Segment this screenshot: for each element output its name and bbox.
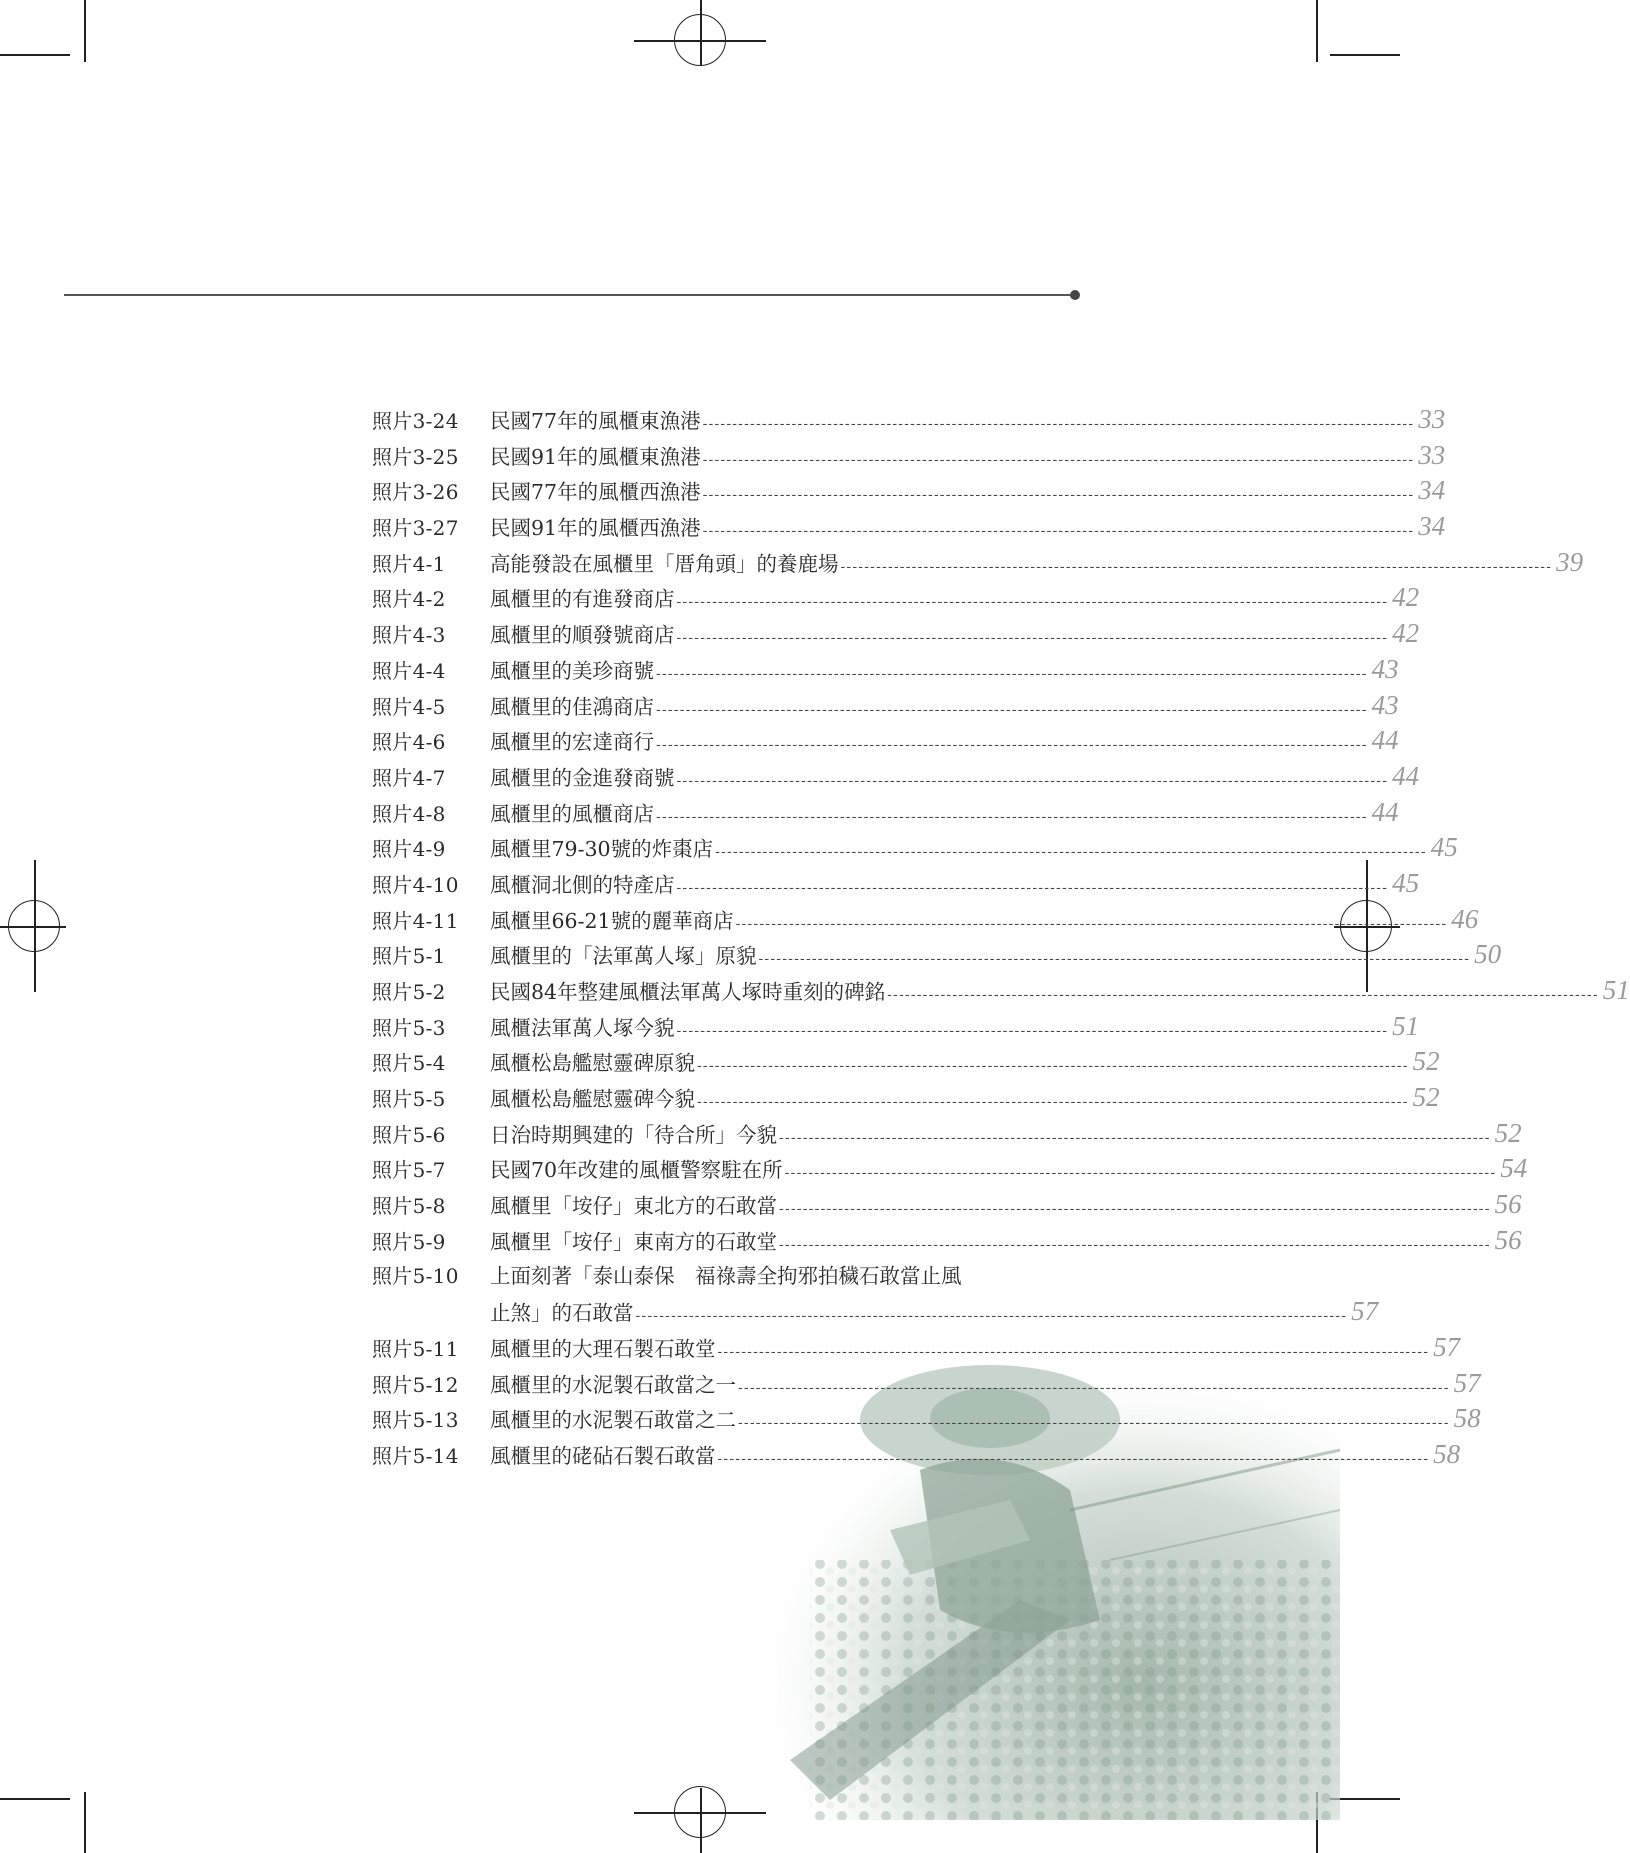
toc-entry [372,1223,1522,1259]
toc-entry [372,1366,1481,1402]
toc-entry [372,937,1502,973]
toc-entry [372,1294,1379,1330]
toc-entry [372,1259,1080,1295]
toc-entry-page: 56 [1494,1224,1522,1255]
toc-entry-page: 45 [1430,832,1458,863]
toc-entry-page: 44 [1371,725,1399,756]
toc-entry-title: 民國70年改建的風櫃警察駐在所 [490,1158,783,1183]
toc-entry [372,1009,1420,1045]
toc-entry-title: 止煞」的石敢當 [490,1301,634,1326]
toc-entry-number: 照片4-2 [372,587,446,612]
toc-entry-page: 51 [1392,1010,1420,1041]
toc-entry-page: 51 [1602,975,1630,1005]
toc-entry [372,438,1446,474]
toc-entry-number: 照片5-2 [372,980,446,1004]
toc-dot-leader: ------------------------------------------------------------------------------------------------------------------------ [779,1201,1491,1218]
toc-entry-title: 風櫃里的順發號商店 [490,623,675,648]
toc-entry-number: 照片3-25 [372,444,459,469]
toc-entry-title: 民國84年整建風櫃法軍萬人塚時重刻的碑銘 [490,980,886,1004]
toc-entry [372,866,1420,902]
toc-entry-title: 風櫃里的硓砧石製石敢當 [490,1443,716,1468]
toc-entry [372,545,1584,581]
toc-entry-page: 46 [1451,903,1479,934]
toc-dot-leader: ------------------------------------------------------------------------------------------------------------------------ [738,1415,1450,1432]
toc-entry-number: 照片5-11 [372,1336,459,1361]
toc-entry-page: 57 [1351,1296,1379,1327]
toc-dot-leader: ------------------------------------------------------------------------------------------------------------------------ [635,1308,1348,1325]
toc-dot-leader: ------------------------------------------------------------------------------------------------------------------------ [676,630,1389,647]
toc-entry [372,616,1420,652]
toc-entry-title: 民國77年的風櫃東漁港 [490,409,701,433]
toc-entry-page: 52 [1412,1082,1440,1113]
toc-entry-page: 33 [1418,439,1446,470]
toc-entry [372,902,1479,938]
toc-entry-title: 風櫃里的水泥製石敢當之二 [490,1408,736,1433]
toc-entry-title: 風櫃里79-30號的炸棗店 [490,837,714,862]
toc-dot-leader: ------------------------------------------------------------------------------------------------------------------------ [656,737,1368,754]
toc-dot-leader: ------------------------------------------------------------------------------------------------------------------------ [702,523,1415,540]
toc-entry-number: 照片5-8 [372,1194,446,1219]
toc-dot-leader: ------------------------------------------------------------------------------------------------------------------------ [656,665,1368,682]
toc-entry-number: 照片4-10 [372,872,459,897]
toc-entry-number: 照片4-6 [372,730,446,755]
toc-entry-page: 44 [1392,760,1420,791]
toc-dot-leader: ------------------------------------------------------------------------------------------------------------------------ [784,1165,1497,1182]
toc-entry-page: 57 [1453,1367,1481,1398]
toc-entry [372,1080,1440,1116]
crop-mark [84,0,86,62]
toc-entry-number: 照片5-9 [372,1229,446,1254]
toc-entry [372,1116,1522,1152]
toc-entry-number: 照片5-10 [372,1263,459,1288]
toc-entry-title: 高能發設在風櫃里「厝角頭」的養鹿場 [490,551,839,576]
toc-entry [372,1330,1461,1366]
toc-entry-number: 照片4-9 [372,837,446,862]
toc-entry-title: 上面刻著「泰山泰保 福祿壽全拘邪拍穢石敢當止風 [490,1263,962,1288]
toc-dot-leader: ------------------------------------------------------------------------------------------------------------------------ [702,451,1415,468]
toc-entry-number: 照片3-26 [372,480,459,505]
toc-dot-leader: ------------------------------------------------------------------------------------------------------------------------ [676,1022,1389,1039]
toc-entry-page: 57 [1433,1331,1461,1362]
toc-entry [372,473,1446,509]
toc-dot-leader: ------------------------------------------------------------------------------------------------------------------------ [840,558,1553,575]
toc-entry-number: 照片4-4 [372,658,446,683]
toc-entry-number: 照片4-11 [372,908,459,933]
toc-entry-page: 34 [1418,511,1446,542]
toc-entry-page: 52 [1494,1117,1522,1148]
crop-mark [0,1798,70,1800]
toc-entry [372,688,1399,724]
toc-entry-page: 58 [1433,1438,1461,1469]
toc-entry-number: 照片5-4 [372,1051,446,1076]
toc-entry [372,1437,1461,1473]
toc-entry-title: 民國91年的風櫃西漁港 [490,516,701,541]
header-rule-dot [1070,290,1080,300]
toc-entry [372,580,1420,616]
toc-dot-leader: ------------------------------------------------------------------------------------------------------------------------ [779,1129,1491,1146]
toc-entry [372,830,1458,866]
toc-entry-title: 日治時期興建的「待合所」今貌 [490,1122,777,1147]
toc-dot-leader: ------------------------------------------------------------------------------------------------------------------------ [676,879,1389,896]
toc-entry [372,723,1399,759]
toc-entry-title: 風櫃法軍萬人塚今貌 [490,1015,675,1040]
toc-entry-page: 44 [1371,796,1399,827]
crop-mark [1316,0,1318,62]
toc-entry [372,509,1446,545]
toc-entry-number: 照片5-7 [372,1158,446,1183]
toc-dot-leader: ------------------------------------------------------------------------------------------------------------------------ [702,487,1415,504]
toc-entry-title: 風櫃里「垵仔」東南方的石敢堂 [490,1229,777,1254]
toc-dot-leader: ------------------------------------------------------------------------------------------------------------------------ [697,1094,1409,1111]
toc-entry-number: 照片5-13 [372,1408,459,1433]
toc-dot-leader: ------------------------------------------------------------------------------------------------------------------------ [656,808,1368,825]
toc-dot-leader: ------------------------------------------------------------------------------------------------------------------------ [702,416,1415,432]
toc-entry-title: 風櫃洞北側的特產店 [490,872,675,897]
toc-entry-page: 50 [1474,939,1502,970]
toc-entry [372,759,1420,795]
toc-entry-title: 風櫃里的大理石製石敢堂 [490,1336,716,1361]
toc-entry-title: 風櫃里的宏達商行 [490,730,654,755]
toc-entry-title: 民國91年的風櫃東漁港 [490,444,701,469]
toc-entry-number: 照片5-12 [372,1372,459,1397]
toc-entry [372,1151,1528,1187]
toc-entry-title: 風櫃里的有進發商店 [490,587,675,612]
toc-entry-page: 42 [1392,582,1420,613]
toc-entry-title: 風櫃里的美珍商號 [490,658,654,683]
toc-entry-number: 照片4-7 [372,765,446,790]
toc-entry-page: 34 [1418,475,1446,506]
toc-entry-title: 風櫃松島艦慰靈碑原貌 [490,1051,695,1076]
toc-entry [372,795,1399,831]
toc-dot-leader: ------------------------------------------------------------------------------------------------------------------------ [779,1236,1491,1253]
toc-entry-number: 照片5-6 [372,1122,446,1147]
toc-dot-leader: ------------------------------------------------------------------------------------------------------------------------ [887,987,1599,1003]
photo-index-list [372,402,1630,1473]
toc-entry [372,1187,1522,1223]
toc-entry-title: 風櫃松島艦慰靈碑今貌 [490,1087,695,1112]
toc-dot-leader: ------------------------------------------------------------------------------------------------------------------------ [676,594,1389,611]
toc-dot-leader: ------------------------------------------------------------------------------------------------------------------------ [717,1450,1430,1467]
toc-entry-page: 43 [1371,653,1399,684]
toc-entry-page: 45 [1392,867,1420,898]
toc-entry-page: 56 [1494,1189,1522,1220]
toc-entry-page: 58 [1453,1403,1481,1434]
toc-dot-leader: ------------------------------------------------------------------------------------------------------------------------ [676,772,1389,789]
toc-entry-title: 風櫃里66-21號的麗華商店 [490,908,734,933]
toc-entry-number: 照片4-5 [372,694,446,719]
toc-entry-number: 照片5-3 [372,1015,446,1040]
toc-entry [372,652,1399,688]
crop-mark [0,54,70,56]
toc-entry-title: 風櫃里的風櫃商店 [490,801,654,826]
toc-entry-number: 照片5-1 [372,944,446,969]
toc-entry-title: 風櫃里的水泥製石敢當之一 [490,1372,736,1397]
toc-entry-page: 52 [1412,1046,1440,1077]
toc-entry [372,402,1446,438]
toc-entry-title: 風櫃里「垵仔」東北方的石敢當 [490,1194,777,1219]
toc-entry-number: 照片5-5 [372,1087,446,1112]
toc-dot-leader: ------------------------------------------------------------------------------------------------------------------------ [697,1058,1409,1075]
toc-entry-number: 照片4-3 [372,623,446,648]
toc-entry-page: 33 [1418,404,1446,434]
toc-entry [372,973,1630,1009]
toc-entry-page: 54 [1500,1153,1528,1184]
toc-dot-leader: ------------------------------------------------------------------------------------------------------------------------ [717,1343,1430,1360]
toc-entry [372,1044,1440,1080]
toc-entry-page: 43 [1371,689,1399,720]
header-rule [64,294,1074,296]
toc-dot-leader: ------------------------------------------------------------------------------------------------------------------------ [735,915,1448,932]
toc-entry [372,1401,1481,1437]
toc-entry-page: 39 [1556,546,1584,577]
toc-dot-leader: ------------------------------------------------------------------------------------------------------------------------ [656,701,1368,718]
toc-entry-number: 照片4-1 [372,551,446,576]
toc-entry-number: 照片3-24 [372,409,459,433]
toc-entry-number: 照片5-14 [372,1443,459,1468]
toc-entry-number: 照片3-27 [372,516,459,541]
toc-entry-title: 風櫃里的金進發商號 [490,765,675,790]
toc-dot-leader: ------------------------------------------------------------------------------------------------------------------------ [758,951,1471,968]
toc-dot-leader: ------------------------------------------------------------------------------------------------------------------------ [715,844,1427,861]
toc-entry-title: 風櫃里的佳鴻商店 [490,694,654,719]
crop-mark [1330,54,1400,56]
toc-entry-number: 照片4-8 [372,801,446,826]
toc-dot-leader: ------------------------------------------------------------------------------------------------------------------------ [738,1379,1450,1396]
toc-entry-title: 風櫃里的「法軍萬人塚」原貌 [490,944,757,969]
toc-entry-page: 42 [1392,618,1420,649]
toc-entry-title: 民國77年的風櫃西漁港 [490,480,701,505]
crop-mark [84,1792,86,1853]
crop-mark [1330,1798,1400,1800]
